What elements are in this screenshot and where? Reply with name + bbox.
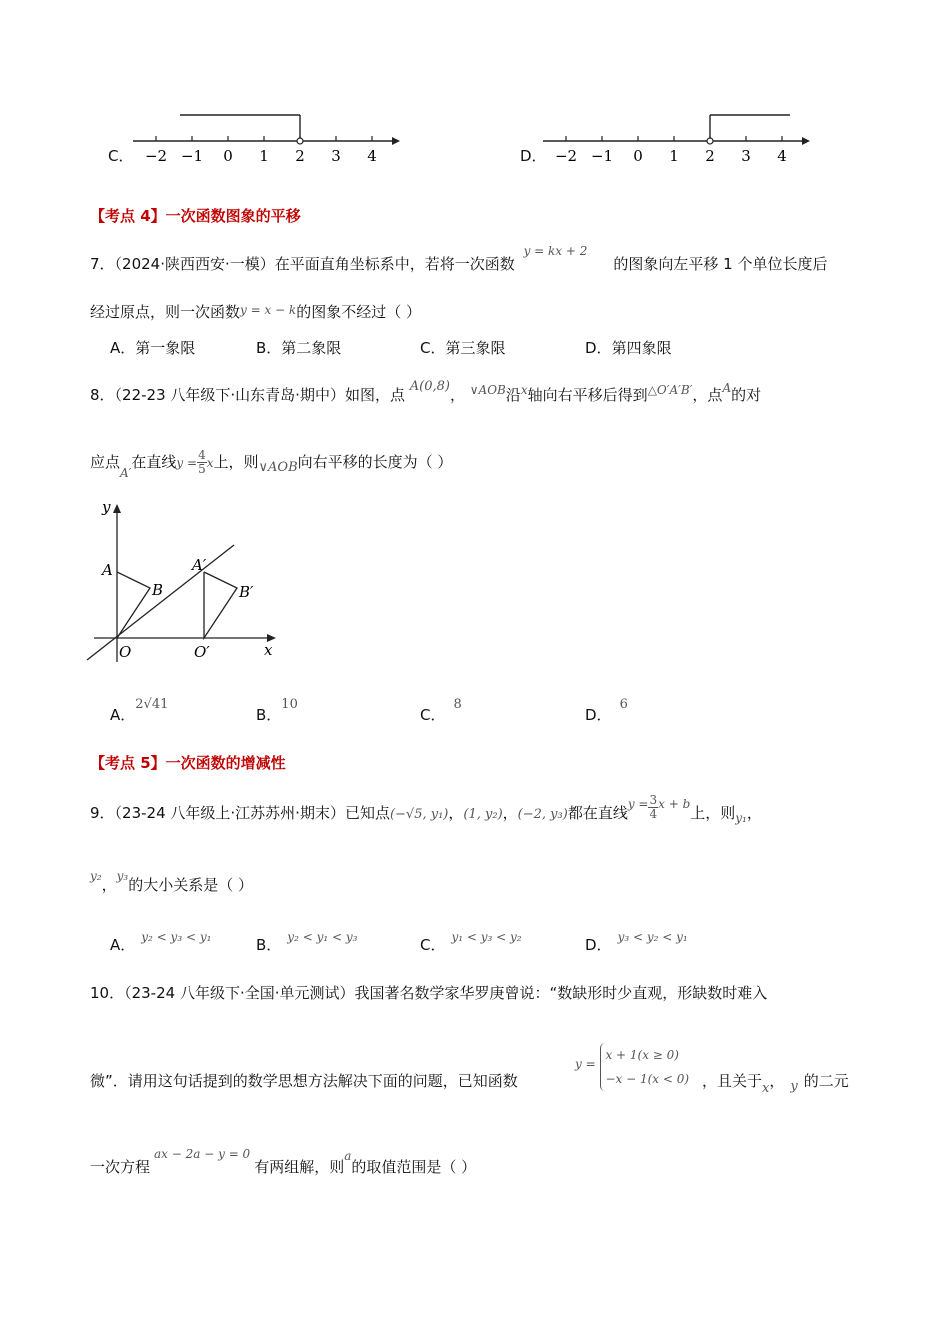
q9-option-b: B． $^{y_2 < y_1 < y_3}$ (256, 930, 358, 954)
tick-label: 1 (669, 147, 679, 165)
tick-label: 2 (295, 147, 305, 165)
triangle-AOB (117, 572, 150, 638)
label-O-prime: O′ (194, 643, 210, 661)
option-c-label: C． (108, 147, 134, 165)
label-A-prime: A′ (192, 556, 207, 574)
expr-y-x-k: y = x − k (240, 303, 297, 317)
question-7-line-2: 经过原点，则一次函数$^{y = x - k}$的图象不经过（ ） (90, 303, 421, 321)
q7-option-b: B．第二象限 (256, 339, 342, 357)
label-B: B (152, 581, 164, 599)
number-line-d (538, 105, 818, 167)
q8-option-b: B．10 (256, 697, 298, 724)
q8-figure (82, 500, 282, 670)
label-y: y (102, 500, 111, 516)
question-9-line-1: 9．（23-24 八年级上·江苏苏州·期末）已知点(−√5, y₁)，(1, y₂)，(−2, y₃)都在直线$^{y =}$ $\frac{3}{4}$ $^{x + b}$上，则$_{y_1}$， (90, 793, 762, 825)
section-5-title: 【考点 5】一次函数的增减性 (90, 754, 286, 772)
triangle-A-O-B-prime (204, 572, 237, 638)
question-10-line-2: 微”．请用这句话提到的数学思想方法解决下面的问题，已知函数 (90, 1072, 518, 1090)
q9-option-c: C． $^{y_1 < y_3 < y_2}$ (420, 930, 522, 954)
section-4-title: 【考点 4】一次函数图象的平移 (90, 207, 301, 225)
q8-option-a: A．2√41 (110, 697, 169, 724)
question-8-line-1: 8．（22-23 八年级下·山东青岛·期中）如图，点 A(0,8)， $^{\vee AOB}$沿$^x$轴向右平移后得到$^{\triangle O'A'B'}$，点$^A$的对 (90, 379, 762, 404)
open-circle (297, 138, 303, 144)
question-7-line-1: 7．（2024·陕西西安·一模）在平面直角坐标系中，若将一次函数 $^{y = kx + 2}$的图象向左平移 1 个单位长度后 (90, 244, 828, 273)
option-d-label: D． (520, 147, 547, 165)
q7-option-d: D．第四象限 (585, 339, 672, 357)
tick-label: −1 (180, 147, 204, 165)
label-B-prime: B′ (239, 583, 254, 601)
q8-option-c: C．8 (420, 697, 462, 724)
expr-y-kx-2: y = kx + 2 (523, 244, 588, 258)
question-8-line-2: 应点$_{A'}$在直线y = $\frac{4}{5}$ x上，则∨AOB向右平移的长度为（ ） (90, 448, 453, 480)
tick-label: 4 (777, 147, 787, 165)
tick-label: 1 (259, 147, 269, 165)
q9-option-d: D． $^{y_3 < y_2 < y_1}$ (585, 930, 688, 954)
q7-option-a: A．第一象限 (110, 339, 196, 357)
tick-label: 3 (331, 147, 341, 165)
tick-label: −2 (144, 147, 168, 165)
q8-option-d: D．6 (585, 697, 628, 724)
label-O: O (119, 643, 132, 661)
piecewise-function: $^{y =}$ x + 1(x ≥ 0) −x − 1(x < 0) (575, 1043, 689, 1091)
tick-label: −1 (590, 147, 614, 165)
tick-label: −2 (554, 147, 578, 165)
tick-label: 2 (705, 147, 715, 165)
tick-label: 0 (223, 147, 233, 165)
question-10-line-1: 10．（23-24 八年级下·全国·单元测试）我国著名数学家华罗庚曾说：“数缺形时少直观，形缺数时难入 (90, 984, 768, 1002)
open-circle (707, 138, 713, 144)
tick-label: 3 (741, 147, 751, 165)
question-9-line-2: $^{y_2}$，$^{y_3}$的大小关系是（ ） (90, 869, 253, 894)
number-line-c (128, 105, 408, 167)
question-10-line-2b: ，且关于x， y 的二元 (702, 1072, 849, 1096)
label-x: x (264, 641, 273, 659)
question-10-line-3: 一次方程$^{ax - 2a - y = 0}$有两组解，则$^a$的取值范围是（ ） (90, 1147, 477, 1176)
q7-option-c: C．第三象限 (420, 339, 506, 357)
q9-option-a: A． $^{y_2 < y_3 < y_1}$ (110, 930, 212, 954)
label-A: A (102, 561, 113, 579)
tick-label: 4 (367, 147, 377, 165)
tick-label: 0 (633, 147, 643, 165)
